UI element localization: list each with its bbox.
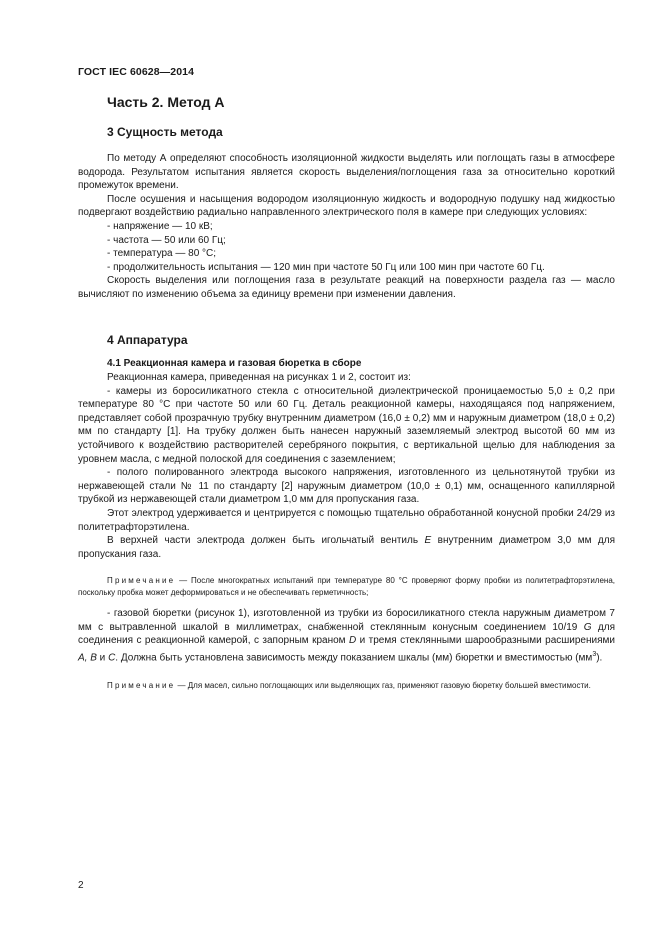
paragraph: После осушения и насыщения водородом изоляционную жидкость и водородную подушку над жидкостью подвергают воздействию радиально направленного электрического поля в камере при следующих условиях: — [78, 193, 615, 219]
list-item: - частота — 50 или 60 Гц; — [107, 234, 226, 246]
text-run: В верхней части электрода должен быть игольчатый вентиль — [107, 535, 425, 547]
part-title: Часть 2. Метод А — [107, 94, 225, 110]
note-1 — [78, 575, 615, 599]
list-item: - камеры из боросиликатного стекла с относительной диэлектрической проницаемостью 5,0 ± 0,2 при температуре 80 °С при частоте 50 или 60 Гц. Деталь реакционной камеры, находящаяся под напряжением, представляет собой прозрачную трубку внутренним диаметром (16,0 ± 0,2) мм и наружным диаметром (18,0 ± 0,2) мм по стандарту [1]. На трубку должен быть нанесен наружный заземляемый электрод высотой 60 мм из устойчивого к воздействию растворителей серебряного покрытия, с вертикальной щелью для наблюдения за уровнем масла, с медной полоской для соединения с заземлением; — [78, 385, 615, 465]
text-run: внутренним диаметром 3,0 мм для пропускания газа. — [78, 535, 616, 560]
note-text: — Для масел, сильно поглощающих или выделяющих газ, применяют газовую бюретку большей вместимости. — [175, 681, 591, 690]
section-3-body — [78, 152, 615, 302]
note-label: Примечание — [107, 576, 176, 585]
text-run: . Должна быть установлена зависимость между показанием шкалы (мм) бюретки и вместимостью (мм — [115, 652, 593, 664]
text-run: ). — [596, 652, 603, 664]
section-3-heading: 3 Сущность метода — [107, 125, 223, 139]
document-header: ГОСТ IEC 60628—2014 — [78, 66, 195, 78]
text-run: и тремя стеклянными шарообразными расширениями — [356, 635, 615, 647]
text-run: - газовой бюретки (рисунок 1), изготовленной из трубки из боросиликатного стекла наружным диаметром 7 мм с вытравленной шкалой в миллиметрах, снабженной стеклянным конусным соединением 10/19 — [78, 608, 615, 633]
list-item: - температура — 80 °С; — [107, 248, 217, 260]
note-label: Примечание — [107, 681, 176, 690]
note-text: — После многократных испытаний при температуре 80 °С проверяют форму пробки из политетрафторэтилена, поскольку пробка может деформироваться и не обеспечивать герметичность; — [78, 576, 615, 597]
note-paragraph — [78, 680, 615, 692]
subsection-4-1-heading: 4.1 Реакционная камера и газовая бюретка в сборе — [107, 358, 362, 369]
paragraph: Реакционная камера, приведенная на рисунках 1 и 2, состоит из: — [107, 372, 411, 383]
section-4-heading: 4 Аппаратура — [107, 333, 188, 347]
list-item: - полого полированного электрода высокого напряжения, изготовленного из цельнотянутой трубки из нержавеющей стали № 11 по стандарту [2] наружным диаметром (10,0 ± 0,1) мм, оснащенного капиллярной трубкой из нержавеющей стали диаметром 1,0 мм для пропускания газа. — [78, 467, 615, 506]
burette-item — [78, 607, 615, 665]
list-item: - продолжительность испытания — 120 мин при частоте 50 Гц или 100 мин при частоте 60 Гц. — [107, 261, 545, 273]
superscript: 3 — [592, 650, 597, 658]
paragraph: Этот электрод удерживается и центрируется с помощью тщательно обработанной конусной пробки 24/29 из политетрафторэтилена. — [78, 507, 615, 533]
list-item: - напряжение — 10 кВ; — [107, 220, 213, 232]
page-number: 2 — [78, 880, 84, 891]
italic-letter: А, В — [78, 652, 97, 664]
note-paragraph — [78, 575, 615, 599]
text-run: для соединения с реакционной камерой, с запорным краном — [78, 621, 615, 647]
note-2 — [78, 680, 615, 692]
section-4-body — [78, 371, 615, 561]
list-item — [78, 607, 615, 665]
paragraph: Скорость выделения или поглощения газа в результате реакций на поверхности раздела газ — масло вычисляют по изменению объема за единицу времени при изменении давления. — [78, 275, 615, 300]
italic-letter: D — [348, 635, 357, 647]
text-run: и — [96, 652, 109, 664]
italic-letter: Е — [424, 535, 432, 547]
paragraph — [78, 534, 615, 561]
italic-letter: С — [108, 652, 116, 664]
paragraph: По методу А определяют способность изоляционной жидкости выделять или поглощать газы в атмосфере водорода. Результатом испытания является скорость выделения/поглощения газа за относительно короткий промежуток времени. — [78, 153, 615, 192]
italic-letter: G — [583, 621, 592, 633]
